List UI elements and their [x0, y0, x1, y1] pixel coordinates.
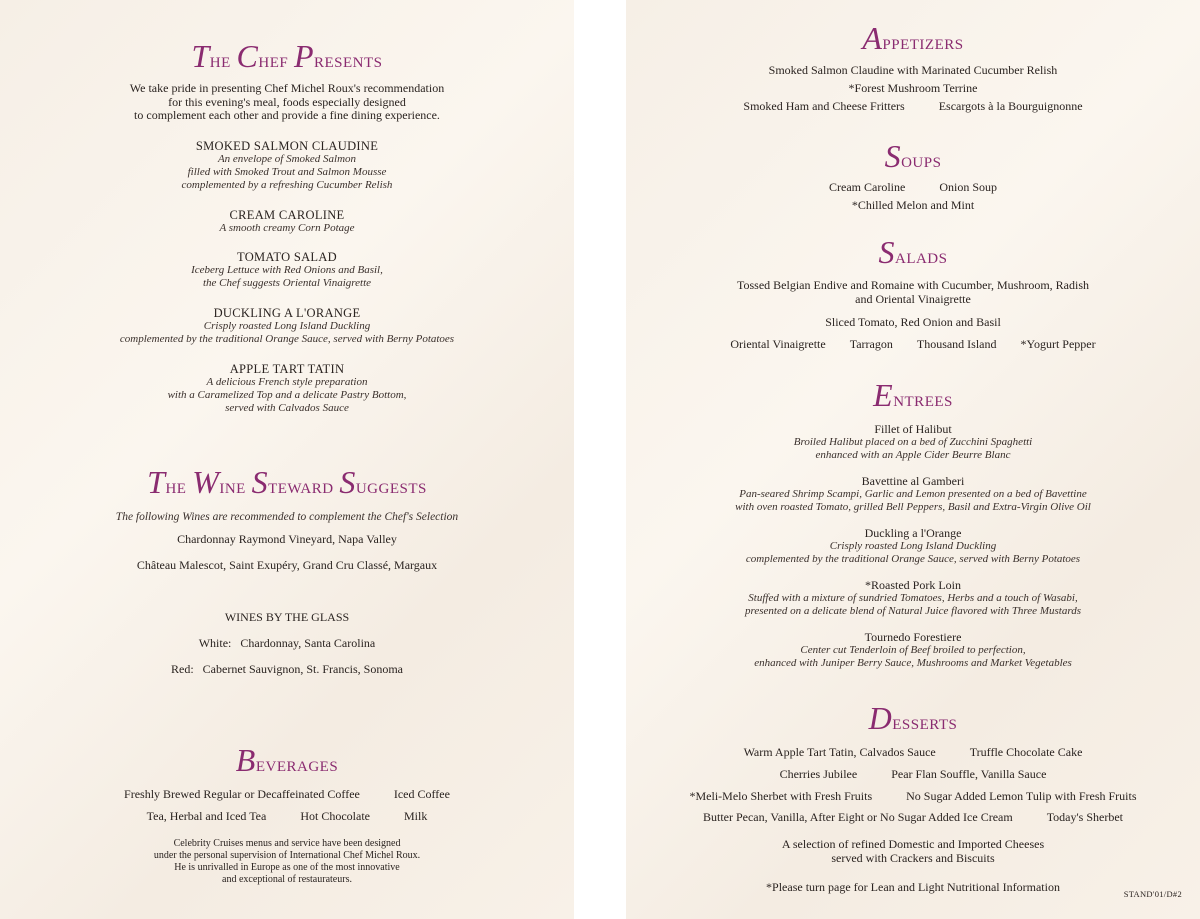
cheese-selection: A selection of refined Domestic and Imported Cheeses served with Crackers and Biscuits [781, 837, 1045, 865]
page-gutter [574, 0, 626, 919]
appetizers-heading: Appetizers [862, 20, 964, 56]
appetizer-row: Smoked Ham and Cheese Fritters Escargots à la Bourguignonne [743, 99, 1083, 113]
soups-heading: Soups [884, 138, 942, 174]
salads-heading: Salads [878, 234, 948, 270]
wine-1: Chardonnay Raymond Vineyard, Napa Valley [177, 532, 397, 546]
salad-2: Sliced Tomato, Red Onion and Basil [825, 315, 1001, 329]
appetizer-1: Smoked Salmon Claudine with Marinated Cucumber Relish [768, 63, 1058, 77]
course-tomato-salad: TOMATO SALAD Iceberg Lettuce with Red Onions and Basil, the Chef suggests Oriental Vinaigrette [191, 250, 383, 289]
wines-by-glass-title: WINES BY THE GLASS [224, 610, 350, 624]
dessert-row-4: Butter Pecan, Vanilla, After Eight or No Sugar Added Ice Cream Today's Sherbet [702, 810, 1123, 824]
course-duckling: DUCKLING A L'ORANGE Crisply roasted Long Island Duckling complemented by the traditional Orange Sauce, served with Berny Potatoes [119, 306, 455, 345]
appetizer-2: *Forest Mushroom Terrine [848, 81, 978, 95]
entree-bavettine: Bavettine al Gamberi Pan-seared Shrimp Scampi, Garlic and Lemon presented on a bed of Bavettine with oven roasted Tomato, grilled Bell Peppers, Basil and Extra-Virgin Olive Oil [735, 474, 1091, 513]
soup-row: Cream Caroline Onion Soup [829, 180, 997, 194]
course-smoked-salmon: SMOKED SALMON CLAUDINE An envelope of Smoked Salmon filled with Smoked Trout and Salmon Mousse complemented by a refreshing Cucumber Relish [181, 139, 393, 191]
left-menu-page [0, 0, 574, 919]
wine-2: Château Malescot, Saint Exupéry, Grand Cru Classé, Margaux [136, 558, 438, 572]
entree-pork-loin: *Roasted Pork Loin Stuffed with a mixture of sundried Tomatoes, Herbs and a touch of Wasabi, presented on a delicate blend of Natural Juice flavored with Three Mustards [745, 578, 1081, 617]
entree-duckling: Duckling a l'Orange Crisply roasted Long Island Duckling complemented by the traditional Orange Sauce, served with Berny Potatoes [745, 526, 1081, 565]
soup-2: *Chilled Melon and Mint [851, 198, 975, 212]
entree-halibut: Fillet of Halibut Broiled Halibut placed on a bed of Zucchini Spaghetti enhanced with an Apple Cider Beurre Blanc [793, 422, 1033, 461]
beverages-row-1: Freshly Brewed Regular or Decaffeinated Coffee Iced Coffee [124, 787, 450, 801]
dessert-row-1: Warm Apple Tart Tatin, Calvados Sauce Truffle Chocolate Cake [743, 745, 1083, 759]
chef-presents-heading: The Chef Presents [191, 38, 383, 74]
desserts-heading: Desserts [868, 700, 958, 736]
entree-tournedo: Tournedo Forestiere Center cut Tenderloin of Beef broiled to perfection, enhanced with Juniper Berry Sauce, Mushrooms and Market Vegetables [754, 630, 1072, 669]
beverages-heading: Beverages [235, 742, 339, 778]
dressings-row: Oriental Vinaigrette Tarragon Thousand Island *Yogurt Pepper [730, 337, 1096, 351]
dessert-row-2: Cherries Jubilee Pear Flan Souffle, Vanilla Sauce [779, 767, 1047, 781]
course-cream-caroline: CREAM CAROLINE A smooth creamy Corn Potage [219, 208, 355, 234]
wine-steward-heading: The Wine Steward Suggests [147, 464, 427, 500]
entrees-heading: Entrees [873, 377, 953, 413]
dessert-row-3: *Meli-Melo Sherbet with Fresh Fruits No Sugar Added Lemon Tulip with Fresh Fruits [689, 789, 1137, 803]
salad-1: Tossed Belgian Endive and Romaine with Cucumber, Mushroom, Radish and Oriental Vinaigrette [737, 278, 1089, 306]
glass-red: Red: Cabernet Sauvignon, St. Francis, Sonoma [171, 662, 403, 676]
celebrity-footer: Celebrity Cruises menus and service have been designed under the personal supervision of International Chef Michel Roux. He is unrivalled in Europe as one of the most innovative and exceptional of restaurateurs. [153, 838, 421, 885]
right-menu-page [626, 0, 1200, 919]
nutrition-note: *Please turn page for Lean and Light Nutritional Information [766, 880, 1060, 894]
glass-white: White: Chardonnay, Santa Carolina [198, 636, 376, 650]
menu-code: STAND'01/D#2 [1123, 889, 1182, 899]
course-apple-tart: APPLE TART TATIN A delicious French style preparation with a Caramelized Top and a delicate Pastry Bottom, served with Calvados Sauce [167, 362, 407, 414]
wine-intro: The following Wines are recommended to complement the Chef's Selection [115, 511, 459, 523]
beverages-row-2: Tea, Herbal and Iced Tea Hot Chocolate Milk [146, 809, 428, 823]
chef-intro: We take pride in presenting Chef Michel Roux's recommendation for this evening's meal, foods especially designed to complement each other and provide a fine dining experience. [129, 81, 445, 122]
